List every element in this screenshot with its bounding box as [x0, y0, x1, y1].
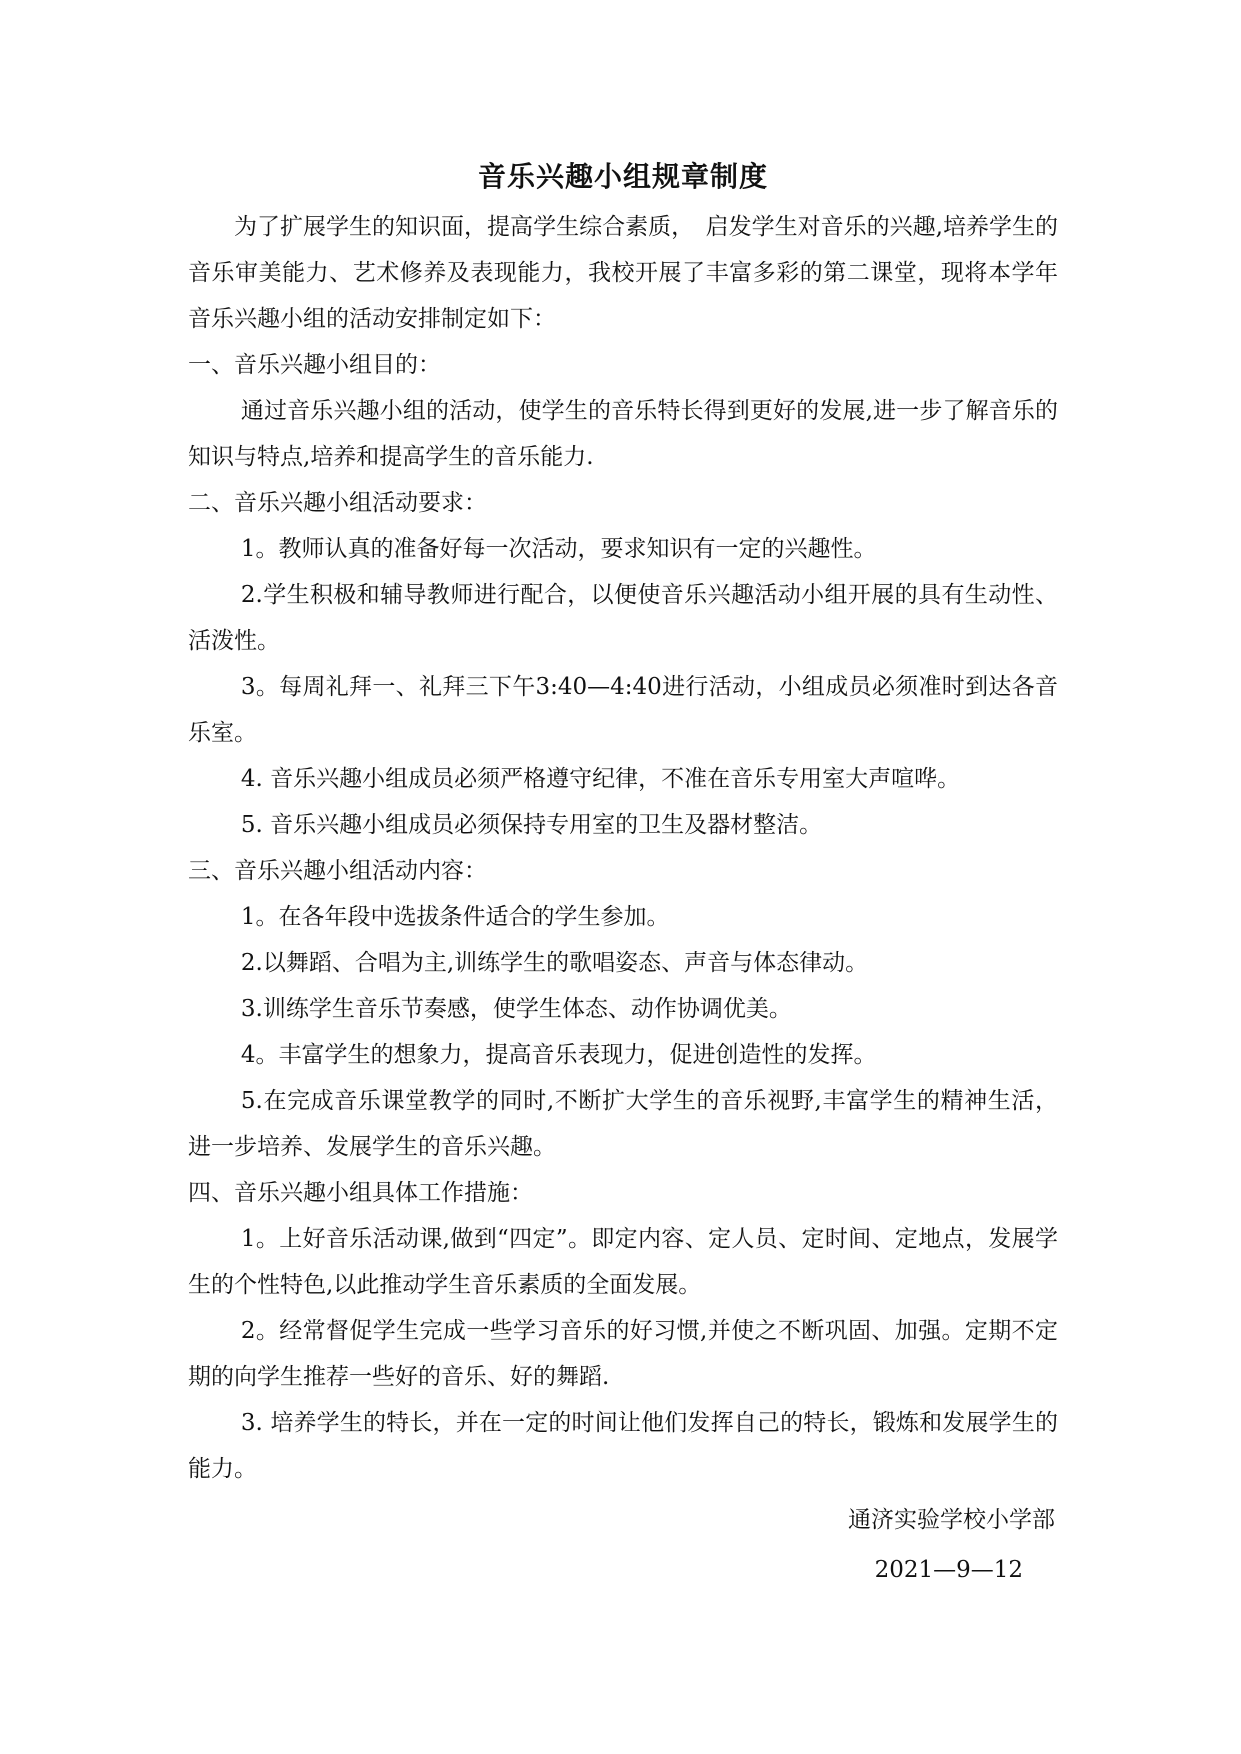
section-heading: 一、音乐兴趣小组目的：: [188, 352, 441, 378]
section-item: 4。丰富学生的想象力，提高音乐表现力，促进创造性的发挥。: [240, 1042, 877, 1068]
section-item: 4. 音乐兴趣小组成员必须严格遵守纪律，不准在音乐专用室大声喧哗。: [240, 766, 961, 792]
intro-paragraph: 为了扩展学生的知识面，提高学生综合素质， 启发学生对音乐的兴趣,培养学生的音乐审美能力、艺术修养及表现能力，我校开展了丰富多彩的第二课堂，现将本学年音乐兴趣小组的活动安排制定如下：: [188, 214, 1058, 332]
section-item: 1。教师认真的准备好每一次活动，要求知识有一定的兴趣性。: [240, 536, 877, 562]
section-item: 1。在各年段中选拔条件适合的学生参加。: [240, 904, 670, 930]
section-item: 5.在完成音乐课堂教学的同时,不断扩大学生的音乐视野,丰富学生的精神生活，进一步培养、发展学生的音乐兴趣。: [188, 1088, 1058, 1160]
document-body: [188, 150, 1058, 1492]
section-heading: 四、音乐兴趣小组具体工作措施：: [188, 1180, 533, 1206]
section-item: 1。上好音乐活动课,做到“四定”。即定内容、定人员、定时间、定地点，发展学生的个性特色,以此推动学生音乐素质的全面发展。: [188, 1226, 1058, 1298]
signature-date: 2021—9—12: [874, 1557, 1023, 1583]
section-item: 3。每周礼拜一、礼拜三下午3:40—4:40进行活动，小组成员必须准时到达各音乐室。: [188, 674, 1058, 746]
section-item: 2.以舞蹈、合唱为主,训练学生的歌唱姿态、声音与体态律动。: [240, 950, 869, 976]
section-item: 2.学生积极和辅导教师进行配合，以便使音乐兴趣活动小组开展的具有生动性、活泼性。: [188, 582, 1058, 654]
section-item: 3.训练学生音乐节奏感，使学生体态、动作协调优美。: [240, 996, 792, 1022]
signature-org: 通济实验学校小学部: [848, 1507, 1055, 1533]
section-item: 5. 音乐兴趣小组成员必须保持专用室的卫生及器材整洁。: [240, 812, 823, 838]
signature-block: [755, 1495, 1055, 1595]
section-item: 3. 培养学生的特长，并在一定的时间让他们发挥自己的特长，锻炼和发展学生的能力。: [188, 1410, 1058, 1482]
section-item: 2。经常督促学生完成一些学习音乐的好习惯,并使之不断巩固、加强。定期不定期的向学生推荐一些好的音乐、好的舞蹈.: [188, 1318, 1058, 1390]
section-heading: 二、音乐兴趣小组活动要求：: [188, 490, 487, 516]
section-heading: 三、音乐兴趣小组活动内容：: [188, 858, 487, 884]
section-item: 通过音乐兴趣小组的活动，使学生的音乐特长得到更好的发展,进一步了解音乐的知识与特点,培养和提高学生的音乐能力.: [188, 398, 1058, 470]
document-title: 音乐兴趣小组规章制度: [477, 160, 768, 193]
